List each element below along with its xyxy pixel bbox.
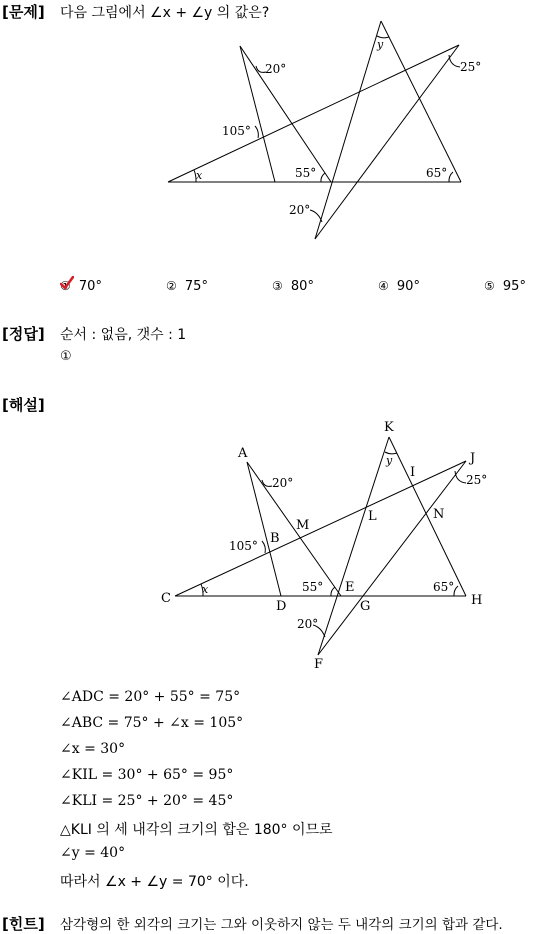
solution-step-4: ∠KIL = 30° + 65° = 95° <box>60 767 234 783</box>
choice-2-value: 75° <box>184 279 208 294</box>
hint-tag: [힌트] <box>2 915 45 933</box>
label-x: x <box>202 583 209 596</box>
label-y: y <box>386 454 393 467</box>
transversal-line <box>168 45 459 182</box>
answer-tag: [정답] <box>2 325 45 343</box>
line-j-f <box>318 461 466 655</box>
hint-text: 삼각형의 한 외각의 크기는 그와 이웃하지 않는 두 내각의 크기의 합과 같다. <box>60 917 503 933</box>
solution-figure <box>0 400 559 680</box>
label-20: 20° <box>272 476 294 490</box>
solution-step-1: ∠ADC = 20° + 55° = 75° <box>60 689 241 705</box>
choice-4[interactable] <box>378 279 420 294</box>
label-65: 65° <box>433 580 455 594</box>
choice-5[interactable] <box>484 279 526 294</box>
angle-arc-105 <box>262 541 265 553</box>
choice-4-number: ④ <box>378 279 389 293</box>
label-55: 55° <box>302 580 324 594</box>
point-label-i: I <box>410 465 416 480</box>
point-label-b: B <box>270 531 280 546</box>
choice-5-value: 95° <box>502 279 526 294</box>
angle-arc-65 <box>449 172 453 182</box>
choice-3-number: ③ <box>272 279 283 293</box>
choice-2-number: ② <box>166 279 177 293</box>
choice-3-value: 80° <box>290 279 314 294</box>
point-label-e: E <box>345 580 355 595</box>
answer-info: 순서 : 없음, 갯수 : 1 <box>60 327 187 343</box>
label-20: 20° <box>265 62 287 76</box>
solution-step-3: ∠x = 30° <box>60 741 126 757</box>
line-k-f <box>315 21 381 239</box>
choice-1-value: 70° <box>78 279 102 294</box>
label-20b: 20° <box>289 203 311 217</box>
label-25: 25° <box>460 60 482 74</box>
check-mark-icon <box>60 276 74 290</box>
line-c-j <box>175 461 466 596</box>
angle-arc-55 <box>331 587 335 596</box>
label-105: 105° <box>229 539 258 553</box>
point-label-n: N <box>433 507 445 522</box>
point-label-l: L <box>368 509 377 524</box>
label-20b: 20° <box>297 617 319 631</box>
solution-tag: [해설] <box>2 396 45 414</box>
point-label-g: G <box>360 599 371 614</box>
choice-1[interactable] <box>60 279 102 294</box>
label-65: 65° <box>426 166 448 180</box>
label-55: 55° <box>295 166 317 180</box>
point-label-h: H <box>471 593 483 608</box>
point-label-m: M <box>296 518 310 533</box>
label-y: y <box>377 38 384 51</box>
solution-step-6: △KLI 의 세 내각의 크기의 합은 180° 이므로 <box>60 822 333 838</box>
problem-tag: [문제] <box>2 3 45 21</box>
line-a-e <box>247 462 341 596</box>
label-25: 25° <box>466 473 488 487</box>
solution-step-2: ∠ABC = 75° + ∠x = 105° <box>60 715 244 731</box>
point-label-d: D <box>276 599 287 614</box>
line-j-f <box>315 45 459 239</box>
solution-step-7: ∠y = 40° <box>60 845 126 861</box>
solution-step-8: 따라서 ∠x + ∠y = 70° 이다. <box>60 874 249 890</box>
answer-value: ① <box>60 349 72 364</box>
problem-figure <box>0 0 559 260</box>
angle-arc-105 <box>255 126 258 138</box>
choice-1-number: ① <box>60 279 71 293</box>
point-label-a: A <box>238 446 248 461</box>
label-105: 105° <box>222 124 251 138</box>
choice-5-number: ⑤ <box>484 279 495 293</box>
solution-step-5: ∠KLI = 25° + 20° = 45° <box>60 793 234 809</box>
choice-3[interactable] <box>272 279 314 294</box>
point-label-f: F <box>314 657 324 672</box>
choice-2[interactable] <box>166 279 208 294</box>
point-label-c: C <box>161 591 171 606</box>
label-x: x <box>196 169 203 182</box>
point-label-j: J <box>470 451 476 466</box>
point-label-k: K <box>384 420 394 435</box>
problem-question: 다음 그림에서 ∠x + ∠y 의 값은? <box>60 5 270 21</box>
line-k-h <box>389 437 466 596</box>
angle-arc-65 <box>454 586 458 596</box>
line-k-h <box>381 21 461 182</box>
angle-arc-55 <box>321 173 325 182</box>
choice-4-value: 90° <box>396 279 420 294</box>
line-k-f <box>318 437 389 655</box>
